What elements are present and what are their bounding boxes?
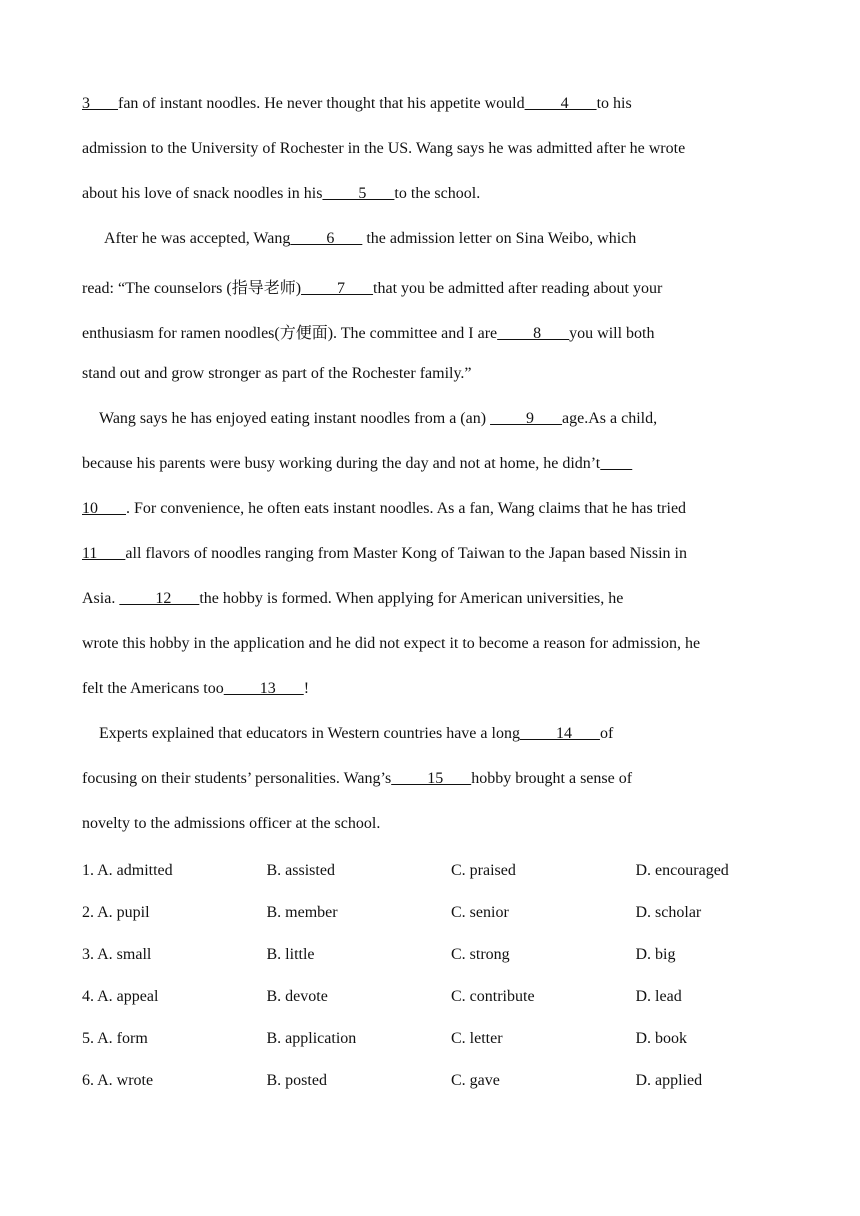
question-1-options — [82, 862, 822, 880]
option-c: C. gave — [451, 1072, 500, 1089]
passage-text: that you be admitted after reading about your — [373, 280, 663, 297]
option-d: D. encouraged — [635, 862, 729, 879]
passage-text: novelty to the admissions officer at the school. — [82, 815, 381, 832]
option-b: B. little — [266, 946, 315, 963]
blank-12: 12 — [119, 590, 200, 607]
passage-text: admission to the University of Rochester in the US. Wang says he was admitted after he wrote — [82, 140, 686, 157]
passage-text: hobby brought a sense of — [471, 770, 633, 787]
passage-text: felt the Americans too — [82, 680, 224, 697]
question-3-options — [82, 946, 822, 964]
passage-text: fan of instant noodles. He never thought that his appetite would — [118, 95, 525, 112]
passage-text: of — [599, 725, 614, 742]
passage-text: ! — [303, 680, 310, 697]
option-b: B. devote — [266, 988, 328, 1005]
passage-line-15 — [99, 725, 613, 743]
passage-text: the hobby is formed. When applying for American universities, he — [199, 590, 624, 607]
passage-text: the admission letter on Sina Weibo, which — [362, 230, 637, 247]
blank-6: 6 — [290, 230, 363, 247]
passage-line-14 — [82, 680, 309, 698]
option-c: C. contribute — [451, 988, 535, 1005]
passage-text: Experts explained that educators in Western countries have a long — [99, 725, 520, 742]
option-a: 4. A. appeal — [82, 988, 159, 1005]
passage-text: Wang says he has enjoyed eating instant noodles from a (an) — [99, 410, 491, 427]
option-a: 5. A. form — [82, 1030, 148, 1047]
option-a: 6. A. wrote — [82, 1072, 154, 1089]
passage-text: enthusiasm for ramen noodles(方便面). The committee and I are — [82, 325, 498, 342]
blank-9: 9 — [490, 410, 563, 427]
passage-text: because his parents were busy working during the day and not at home, he didn’t — [82, 455, 601, 472]
blank-10: 10 — [82, 500, 126, 517]
option-c: C. praised — [451, 862, 516, 879]
passage-text: focusing on their students’ personalities. Wang’s — [82, 770, 392, 787]
blank-7: 7 — [301, 280, 374, 297]
passage-line-11 — [82, 545, 687, 563]
blank-13: 13 — [223, 680, 304, 697]
passage-text: all flavors of noodles ranging from Master Kong of Taiwan to the Japan based Nissin in — [125, 545, 687, 562]
blank-4: 4 — [524, 95, 597, 112]
passage-line-17 — [82, 815, 380, 833]
option-c: C. senior — [451, 904, 509, 921]
option-b: B. member — [266, 904, 338, 921]
passage-line-12 — [82, 590, 623, 608]
passage-text: to his — [596, 95, 632, 112]
option-c: C. strong — [451, 946, 510, 963]
passage-text: stand out and grow stronger as part of the Rochester family.” — [82, 365, 472, 382]
passage-text: read: “The counselors (指导老师) — [82, 280, 302, 297]
question-4-options — [82, 988, 822, 1006]
passage-line-16 — [82, 770, 632, 788]
passage-text: age.As a child, — [562, 410, 658, 427]
question-6-options — [82, 1072, 822, 1090]
passage-line-5 — [82, 275, 662, 298]
blank-15: 15 — [391, 770, 472, 787]
option-b: B. assisted — [266, 862, 335, 879]
option-d: D. applied — [635, 1072, 703, 1089]
passage-text: to the school. — [394, 185, 481, 202]
passage-line-13 — [82, 635, 700, 653]
passage-line-9 — [82, 455, 632, 473]
option-b: B. posted — [266, 1072, 327, 1089]
passage-line-1 — [82, 95, 632, 113]
question-5-options — [82, 1030, 822, 1048]
passage-text: . For convenience, he often eats instant noodles. As a fan, Wang claims that he has tried — [126, 500, 687, 517]
option-d: D. book — [635, 1030, 688, 1047]
option-d: D. scholar — [635, 904, 702, 921]
option-d: D. big — [635, 946, 676, 963]
option-c: C. letter — [451, 1030, 503, 1047]
question-2-options — [82, 904, 822, 922]
passage-text: wrote this hobby in the application and he did not expect it to become a reason for admission, he — [82, 635, 701, 652]
passage-line-2 — [82, 140, 685, 158]
passage-text: about his love of snack noodles in his — [82, 185, 323, 202]
passage-text: After he was accepted, Wang — [104, 230, 291, 247]
passage-text: you will both — [569, 325, 655, 342]
passage-line-3 — [82, 185, 480, 203]
blank-8: 8 — [497, 325, 570, 342]
blank-14: 14 — [519, 725, 600, 742]
option-d: D. lead — [635, 988, 682, 1005]
blank-10-start — [600, 455, 632, 472]
passage-text: Asia. — [82, 590, 120, 607]
option-b: B. application — [266, 1030, 357, 1047]
blank-3: 3 — [82, 95, 118, 112]
passage-line-8 — [99, 410, 657, 428]
passage-line-7 — [82, 365, 472, 383]
option-a: 1. A. admitted — [82, 862, 173, 879]
blank-5: 5 — [322, 185, 395, 202]
passage-line-4 — [104, 230, 636, 248]
option-a: 3. A. small — [82, 946, 152, 963]
blank-11: 11 — [82, 545, 126, 562]
option-a: 2. A. pupil — [82, 904, 150, 921]
passage-line-6 — [82, 320, 654, 343]
passage-line-10 — [82, 500, 686, 518]
